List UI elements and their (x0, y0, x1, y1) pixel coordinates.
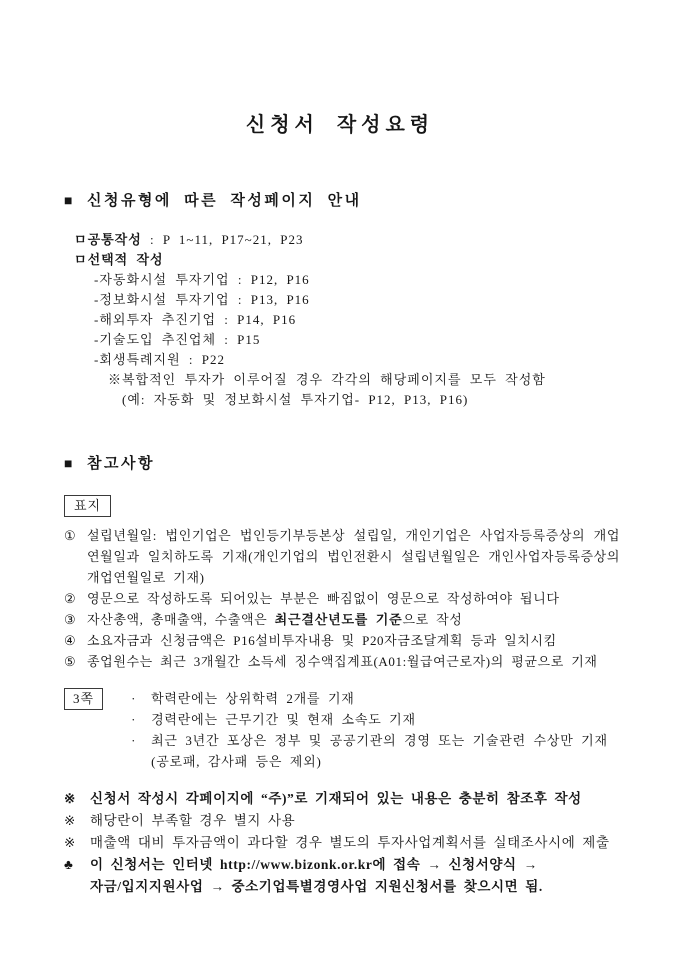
footer-note-extra-sheet (64, 810, 616, 832)
guide-note: ※복합적인 투자가 이루어질 경우 각각의 해당페이지를 모두 작성함 (108, 372, 546, 387)
club-suit-icon: ♣ (64, 857, 74, 872)
item-text: 종업원수는 최근 3개월간 소득세 징수액집계표(A01:월급여근로자)의 평균으로 기재 (87, 654, 598, 669)
footer-note-text: 자금/입지지원사업 → 중소기업특별경영사업 지원신청서를 찾으시면 됨. (90, 879, 543, 894)
page3-item-text: 학력란에는 상위학력 2개를 기재 (151, 691, 355, 706)
page3-box (64, 688, 103, 710)
item-text-bold: 최근결산년도를 기준 (274, 612, 403, 627)
item-number: ④ (64, 633, 77, 648)
doc-title: 신청서 작성요령 (245, 114, 435, 136)
reference-mark-icon: ※ (64, 813, 76, 828)
page3-item-text: 경력란에는 근무기간 및 현재 소속도 기재 (151, 712, 416, 727)
footer-note-text: 이 신청서는 인터넷 http://www.bizonk.or.kr에 접속 → 신청서양식 → (90, 857, 538, 872)
footer-note-text: 해당란이 부족할 경우 별지 사용 (90, 813, 296, 828)
numbered-item-3 (64, 609, 620, 630)
section-guide-heading-text: 신청유형에 따른 작성페이지 안내 (86, 193, 362, 209)
numbered-item-2 (64, 588, 620, 609)
page3-item-text: (공로패, 감사패 등은 제외) (151, 754, 322, 769)
item-text: 소요자금과 신청금액은 P16설비투자내용 및 P20자금조달계획 등과 일치시킴 (87, 633, 557, 648)
black-square-bullet-icon: ■ (64, 457, 75, 472)
numbered-item-5 (64, 651, 620, 672)
numbered-item-4 (64, 630, 620, 651)
page3-item-education (131, 688, 608, 709)
item-text (87, 609, 620, 630)
numbered-item-1 (64, 525, 620, 588)
cover-page-box (64, 495, 111, 517)
section-reference-heading (64, 452, 680, 473)
cover-page-box-label: 표지 (74, 498, 102, 513)
item-number: ① (64, 528, 77, 543)
footer-note-reference (64, 788, 616, 810)
item-number: ⑤ (64, 654, 77, 669)
page3-box-label: 3쪽 (73, 691, 95, 706)
page3-item-text: 최근 3년간 포상은 정부 및 공공기관의 경영 또는 기술관련 수상만 기재 (151, 733, 608, 748)
footer-note-website (64, 854, 616, 876)
guide-item-revival: -회생특례지원 : P22 (94, 352, 226, 367)
guide-common-pages: : P 1~11, P17~21, P23 (141, 232, 304, 247)
reference-mark-icon: ※ (64, 791, 76, 806)
square-outline-bullet-icon: ㅁ (74, 232, 88, 247)
item-text: 설립년월일: 법인기업은 법인등기부등본상 설립일, 개인기업은 사업자등록증상의 개업연월일과 일치하도록 기재(개인기업의 법인전환시 설립년월일은 개인사업자등록증상의 개업연월일로 기재) (87, 528, 620, 585)
page3-section (64, 688, 680, 772)
guide-selective-label: 선택적 작성 (87, 252, 164, 267)
middle-dot-bullet-icon: · (131, 712, 137, 727)
bullet-spacer (131, 751, 151, 772)
footer-notes (64, 788, 616, 898)
guide-common-label: 공통작성 (87, 232, 142, 247)
guide-item-overseas: -해외투자 추진기업 : P14, P16 (94, 312, 297, 327)
reference-numbered-list (64, 525, 620, 672)
black-square-bullet-icon: ■ (64, 194, 75, 209)
guide-item-information: -정보화시설 투자기업 : P13, P16 (94, 292, 310, 307)
item-text-post: 으로 작성 (402, 612, 463, 627)
reference-mark-icon: ※ (64, 835, 76, 850)
item-number: ③ (64, 612, 77, 627)
guide-common-line (74, 230, 680, 250)
footer-note-website-continued (64, 876, 616, 898)
middle-dot-bullet-icon: · (131, 733, 137, 748)
guide-selective-line (74, 250, 680, 270)
page3-item-awards (131, 730, 608, 751)
footer-note-text: 신청서 작성시 각페이지에 “주)”로 기재되어 있는 내용은 충분히 참조후 작성 (90, 791, 582, 806)
middle-dot-bullet-icon: · (131, 691, 137, 706)
guide-item-technology: -기술도입 추진업체 : P15 (94, 332, 261, 347)
item-number: ② (64, 591, 77, 606)
guide-note-example: (예: 자동화 및 정보화시설 투자기업- P12, P13, P16) (122, 392, 469, 407)
square-outline-bullet-icon: ㅁ (74, 252, 88, 267)
section-reference-heading-text: 참고사항 (86, 456, 155, 472)
guide-list (74, 230, 680, 410)
page3-item-career (131, 709, 608, 730)
guide-item-automation: -자동화시설 투자기업 : P12, P16 (94, 272, 310, 287)
page3-item-awards-exclusion (131, 751, 608, 772)
footer-note-text: 매출액 대비 투자금액이 과다할 경우 별도의 투자사업계획서를 실태조사시에 제출 (90, 835, 610, 850)
item-text: 영문으로 작성하도록 되어있는 부분은 빠짐없이 영문으로 작성하여야 됩니다 (87, 591, 560, 606)
page3-list (131, 688, 608, 772)
item-text-pre: 자산총액, 총매출액, 수출액은 (87, 612, 275, 627)
footer-note-investment-plan (64, 832, 616, 854)
section-guide-heading (64, 189, 680, 210)
